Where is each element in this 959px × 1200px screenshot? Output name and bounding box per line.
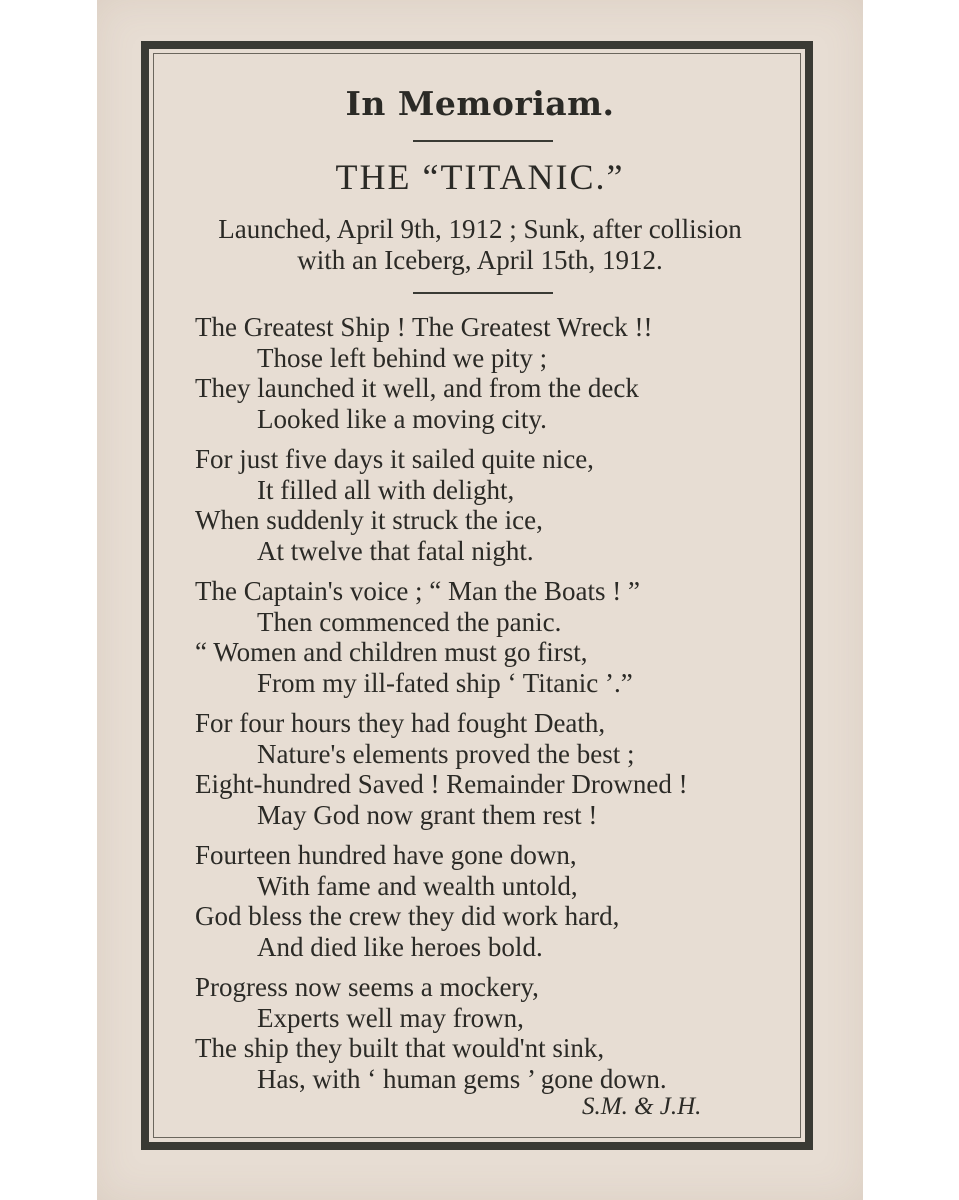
memoriam-heading: In Memoriam. [345, 84, 615, 123]
poem [195, 312, 795, 1104]
poem-line: The Captain's voice ; “ Man the Boats ! ” [195, 576, 640, 606]
poem-line: When suddenly it struck the ice, [195, 505, 543, 535]
memorial-card [97, 0, 863, 1200]
poem-line: For just five days it sailed quite nice, [195, 444, 594, 474]
stanza [195, 708, 795, 830]
poem-line: And died like heroes bold. [257, 931, 543, 962]
poem-line: May God now grant them rest ! [257, 799, 598, 830]
ship-title: THE “TITANIC.” [335, 157, 625, 197]
poem-line: They launched it well, and from the deck [195, 373, 639, 403]
poem-line: Fourteen hundred have gone down, [195, 840, 577, 870]
author-signature: S.M. & J.H. [582, 1093, 702, 1120]
poem-line: Then commenced the panic. [257, 606, 562, 637]
poem-line: With fame and wealth untold, [257, 870, 578, 901]
stanza [195, 972, 795, 1094]
poem-line: “ Women and children must go first, [195, 637, 588, 667]
poem-line: Looked like a moving city. [257, 403, 547, 434]
stanza [195, 576, 795, 698]
divider-top [413, 140, 553, 142]
launch-line: with an Iceberg, April 15th, 1912. [297, 245, 663, 275]
poem-line: Progress now seems a mockery, [195, 972, 539, 1002]
poem-line: Eight-hundred Saved ! Remainder Drowned ! [195, 769, 688, 799]
poem-line: God bless the crew they did work hard, [195, 901, 620, 931]
divider-bottom [413, 292, 553, 294]
poem-line: From my ill-fated ship ‘ Titanic ’.” [257, 667, 633, 698]
poem-line: Nature's elements proved the best ; [257, 738, 635, 769]
poem-line: The ship they built that would'nt sink, [195, 1033, 605, 1063]
poem-line: Experts well may frown, [257, 1002, 524, 1033]
poem-line: At twelve that fatal night. [257, 535, 534, 566]
poem-line: For four hours they had fought Death, [195, 708, 606, 738]
launch-line: Launched, April 9th, 1912 ; Sunk, after collision [218, 214, 742, 244]
stanza [195, 444, 795, 566]
poem-line: The Greatest Ship ! The Greatest Wreck !! [195, 312, 653, 342]
poem-line: It filled all with delight, [257, 474, 515, 505]
poem-line: Has, with ‘ human gems ’ gone down. [257, 1063, 667, 1094]
stanza [195, 312, 795, 434]
stanza [195, 840, 795, 962]
launch-info [97, 214, 863, 276]
poem-line: Those left behind we pity ; [257, 342, 548, 373]
